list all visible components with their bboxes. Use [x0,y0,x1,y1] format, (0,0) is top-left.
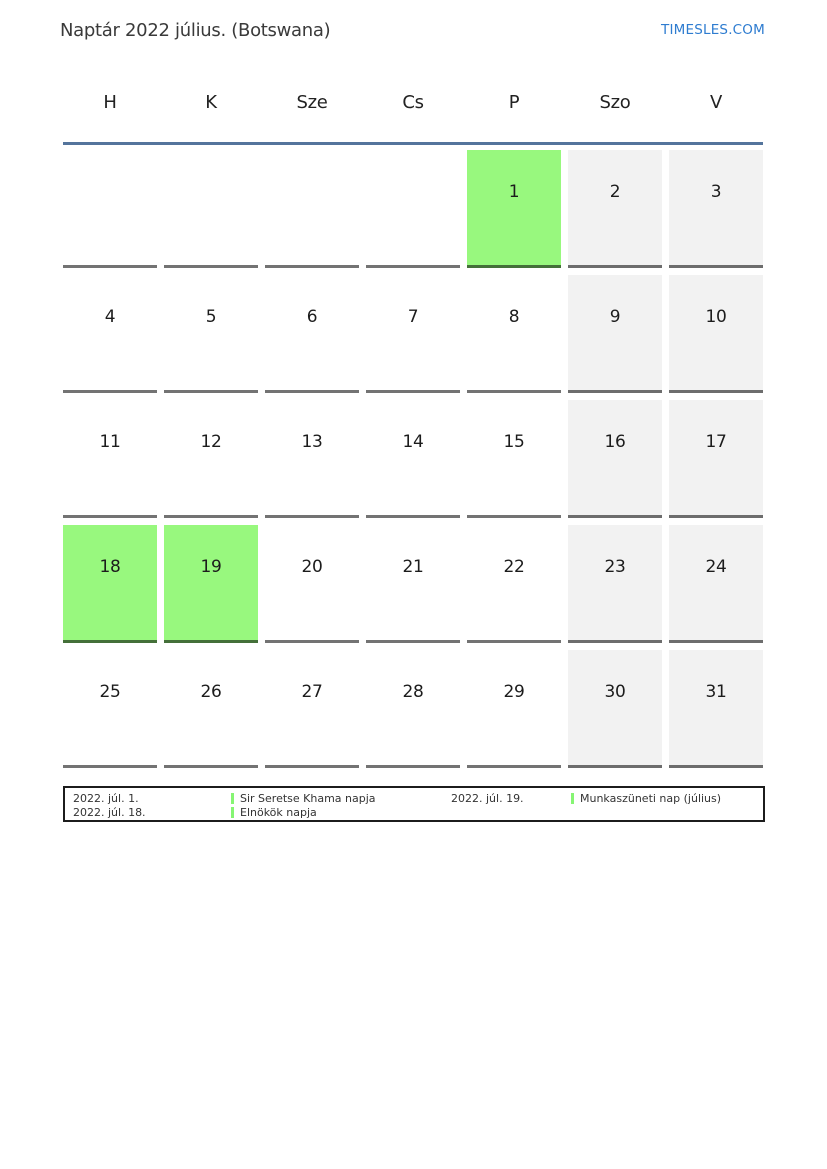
day-cell-7 [366,275,460,393]
top-bar [60,20,765,41]
day-cell-9 [568,275,662,393]
legend-label: Elnökök napja [240,805,317,819]
day-cell-18 [63,525,157,643]
day-cell-29 [467,650,561,768]
day-number: 29 [503,682,525,702]
day-number: 18 [99,557,121,577]
legend-label: Sir Seretse Khama napja [240,792,376,805]
day-number: 12 [200,432,222,452]
holiday-marker-icon [231,793,234,804]
weekday-label-sunday: V [709,92,722,113]
day-number: 4 [104,307,116,327]
day-number: 19 [200,557,222,577]
day-cell-28 [366,650,460,768]
day-number: 16 [604,432,626,452]
day-cell-1 [467,150,561,268]
header-divider-line [63,142,763,145]
day-cell-21 [366,525,460,643]
day-cell-2 [568,150,662,268]
day-number: 11 [99,432,121,452]
day-number: 6 [306,307,318,327]
day-number: 9 [609,307,621,327]
day-number: 1 [508,182,520,202]
day-cell-27 [265,650,359,768]
day-cell-empty [63,150,157,268]
weekday-label-wednesday: Sze [296,92,328,113]
day-number: 8 [508,307,520,327]
day-cell-25 [63,650,157,768]
day-number: 20 [301,557,323,577]
site-link[interactable]: TIMESLES.COM [661,22,765,38]
day-cell-3 [669,150,763,268]
day-cell-17 [669,400,763,518]
day-cell-12 [164,400,258,518]
day-number: 3 [710,182,722,202]
day-cell-22 [467,525,561,643]
day-number: 10 [705,307,727,327]
legend-box [63,786,765,822]
day-cell-13 [265,400,359,518]
day-number: 30 [604,682,626,702]
day-cell-6 [265,275,359,393]
day-cell-5 [164,275,258,393]
weekday-label-saturday: Szo [599,92,631,113]
day-number: 14 [402,432,424,452]
day-number: 5 [205,307,217,327]
weekday-label-monday: H [103,92,117,113]
legend-item [231,792,451,806]
weekday-label-friday: P [508,92,520,113]
day-cell-8 [467,275,561,393]
day-cell-23 [568,525,662,643]
legend-item [571,792,755,806]
day-cell-30 [568,650,662,768]
day-cell-20 [265,525,359,643]
legend-labels-column-2 [571,792,755,806]
day-number: 24 [705,557,727,577]
holiday-marker-icon [231,807,234,818]
weekday-label-tuesday: K [205,92,217,113]
day-number: 26 [200,682,222,702]
day-number: 7 [407,307,419,327]
day-number: 13 [301,432,323,452]
day-cell-24 [669,525,763,643]
legend-date: 2022. júl. 19. [451,792,524,805]
day-cell-10 [669,275,763,393]
day-number: 22 [503,557,525,577]
legend-date: 2022. júl. 18. [73,805,146,819]
legend-item [231,806,451,820]
legend-dates-column-2 [451,792,571,806]
day-cell-31 [669,650,763,768]
day-number: 25 [99,682,121,702]
day-cell-empty [164,150,258,268]
day-number: 2 [609,182,621,202]
legend-dates-column [73,792,231,819]
day-number: 31 [705,682,727,702]
page-title: Naptár 2022 július. (Botswana) [60,20,331,41]
day-cell-16 [568,400,662,518]
day-cell-26 [164,650,258,768]
day-cell-empty [366,150,460,268]
day-cell-empty [265,150,359,268]
day-number: 21 [402,557,424,577]
weekday-header-row [63,92,763,113]
day-cell-19 [164,525,258,643]
day-number: 17 [705,432,727,452]
day-cell-15 [467,400,561,518]
legend-labels-column [231,792,451,819]
day-number: 15 [503,432,525,452]
legend-date: 2022. júl. 1. [73,792,139,805]
day-cell-14 [366,400,460,518]
legend-label: Munkaszüneti nap (július) [580,792,722,805]
holiday-marker-icon [571,793,574,804]
weekday-label-thursday: Cs [402,92,424,113]
day-number: 23 [604,557,626,577]
calendar-grid [63,150,763,768]
day-number: 28 [402,682,424,702]
day-cell-11 [63,400,157,518]
day-number: 27 [301,682,323,702]
day-cell-4 [63,275,157,393]
